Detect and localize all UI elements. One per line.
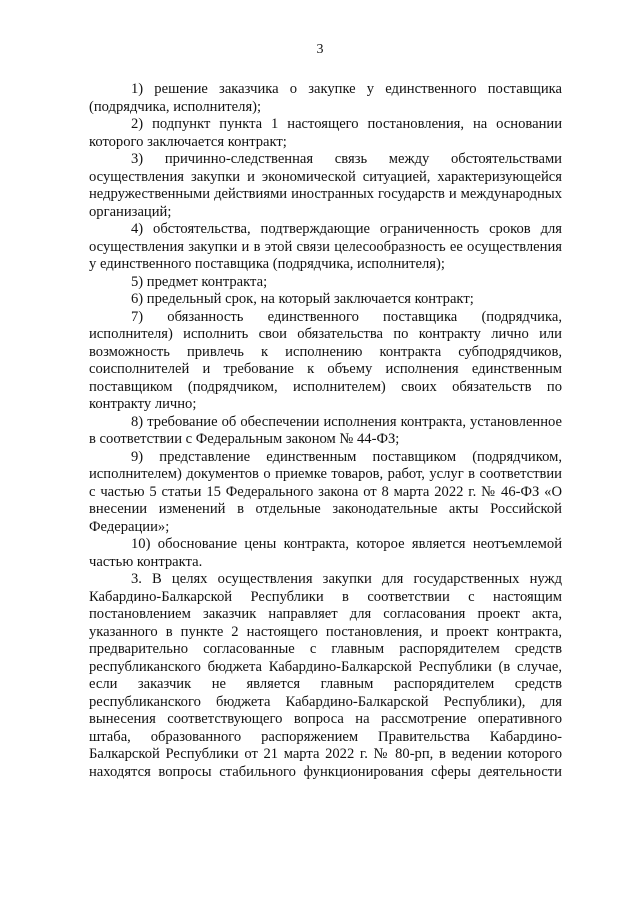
item-10-price-justification: 10) обоснование цены контракта, которое является неотъемлемой частью контракта. <box>89 536 562 570</box>
item-3-causal-link: 3) причинно-следственная связь между обстоятельствами осуществления закупки и экономической ситуацией, характеризующейся недружественными действиями иностранных государств и международных организаций; <box>89 151 562 220</box>
item-1-decision: 1) решение заказчика о закупке у единственного поставщика (подрядчика, исполнителя); <box>89 81 562 115</box>
item-9-documents: 9) представление единственным поставщиком (подрядчиком, исполнителем) документов о приемке товаров, работ, услуг в соответствии с частью 5 статьи 15 Федерального закона от 8 марта 2022 г. № 46-ФЗ «О внесении изменений в отдельные законодательные акты Российской Федерации»; <box>89 448 562 535</box>
item-2-subclause: 2) подпункт пункта 1 настоящего постановления, на основании которого заключается контракт; <box>89 116 562 150</box>
item-5-subject: 5) предмет контракта; <box>131 273 268 290</box>
document-body <box>89 81 562 781</box>
item-6-term: 6) предельный срок, на который заключается контракт; <box>131 291 474 307</box>
clause-3-procurement: 3. В целях осуществления закупки для государственных нужд Кабардино-Балкарской Республики в соответствии с настоящим постановлением заказчик направляет для согласования проект акта, указанного в пункте 2 настоящего постановления, и проект контракта, предварительно согласованные с главным распорядителем средств республиканского бюджета Кабардино-Балкарской Республики (в случае, если заказчик не является главным распорядителем средств республиканского бюджета Кабардино-Балкарской Республики), для вынесения соответствующего вопроса на рассмотрение оперативного штаба, образованного распоряжением Правительства Кабардино-Балкарской Республики от 21 марта 2022 г. № 80-рп, в ведении которого находятся вопросы стабильного функционирования сферы деятельности <box>89 571 562 780</box>
item-8-guarantee: 8) требование об обеспечении исполнения контракта, установленное в соответствии с Федеральным законом № 44-ФЗ; <box>89 413 562 447</box>
page-number: 3 <box>316 42 324 57</box>
item-4-circumstances: 4) обстоятельства, подтверждающие ограниченность сроков для осуществления закупки и в этой связи целесообразность ее осуществления у единственного поставщика (подрядчика, исполнителя); <box>89 221 562 272</box>
item-7-obligation: 7) обязанность единственного поставщика (подрядчика, исполнителя) исполнить свои обязательства по контракту лично или возможность привлечь к исполнению контракта субподрядчиков, соисполнителей и требование к объему исполнения единственным поставщиком (подрядчиком, исполнителем) своих обязательств по контракту лично; <box>89 308 562 412</box>
